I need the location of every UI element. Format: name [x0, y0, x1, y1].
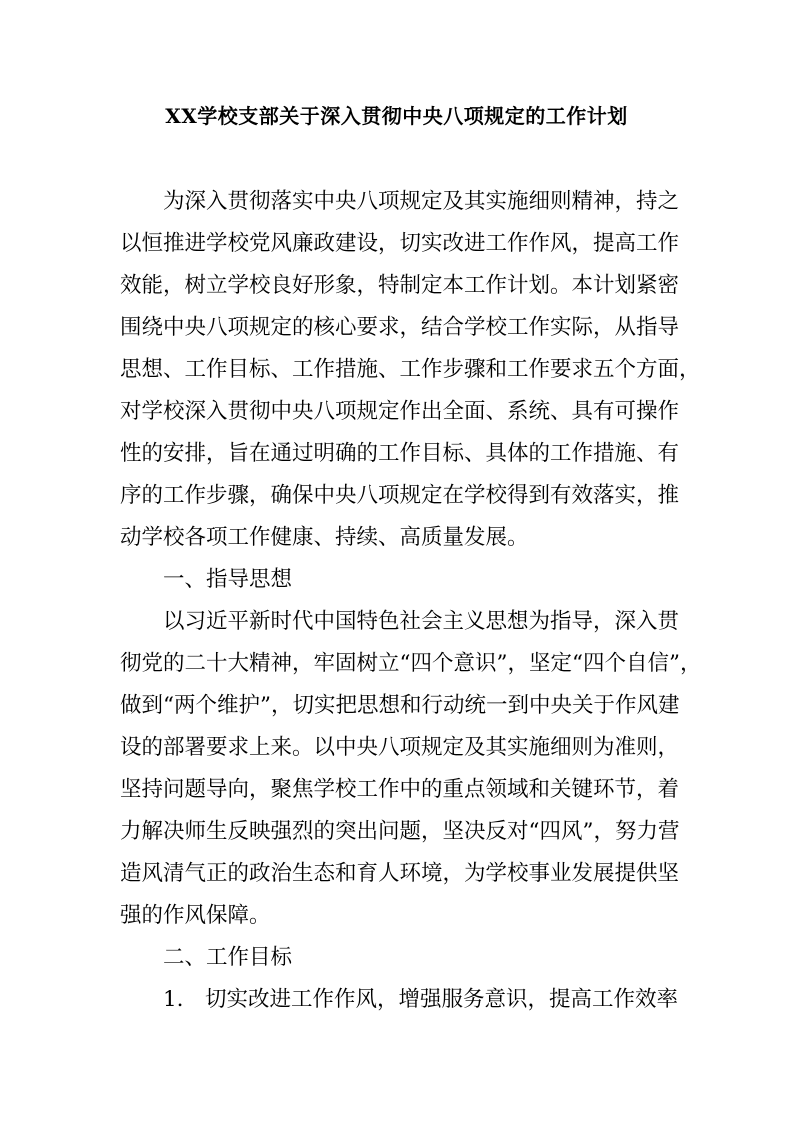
section1-line: 以习近平新时代中国特色社会主义思想为指导，深入贯 [163, 609, 680, 634]
intro-line: 对学校深入贯彻中央八项规定作出全面、系统、具有可操作 [120, 399, 680, 424]
intro-line: 为深入贯彻落实中央八项规定及其实施细则精神，持之 [163, 189, 680, 214]
intro-line: 思想、工作目标、工作措施、工作步骤和工作要求五个方面， [120, 357, 701, 382]
item-number: 1. [163, 987, 184, 1012]
item-text: 切实改进工作作风，增强服务意识，提高工作效率 [205, 987, 679, 1012]
section1-line: 造风清气正的政治生态和育人环境，为学校事业发展提供坚 [120, 861, 680, 886]
document-title: XX学校支部关于深入贯彻中央八项规定的工作计划 [165, 104, 628, 128]
intro-line: 以恒推进学校党风廉政建设，切实改进工作作风，提高工作 [120, 231, 680, 256]
intro-line: 围绕中央八项规定的核心要求，结合学校工作实际，从指导 [120, 315, 680, 340]
section1-line: 彻党的二十大精神，牢固树立“四个意识”，坚定“四个自信”， [120, 651, 702, 676]
section-heading-guiding-ideology: 一、指导思想 [163, 567, 293, 592]
section1-line: 力解决师生反映强烈的突出问题，坚决反对“四风”，努力营 [120, 819, 680, 844]
section-heading-work-goals: 二、工作目标 [163, 945, 293, 970]
intro-line: 性的安排，旨在通过明确的工作目标、具体的工作措施、有 [120, 441, 680, 466]
section1-line: 强的作风保障。 [120, 903, 271, 928]
section1-line: 设的部署要求上来。以中央八项规定及其实施细则为准则， [120, 735, 680, 760]
section1-line: 做到“两个维护”，切实把思想和行动统一到中央关于作风建 [120, 693, 680, 718]
intro-line: 效能，树立学校良好形象，特制定本工作计划。本计划紧密 [120, 273, 680, 298]
section1-line: 坚持问题导向，聚焦学校工作中的重点领域和关键环节，着 [120, 777, 680, 802]
intro-line: 动学校各项工作健康、持续、高质量发展。 [120, 525, 529, 550]
intro-line: 序的工作步骤，确保中央八项规定在学校得到有效落实，推 [120, 483, 680, 508]
